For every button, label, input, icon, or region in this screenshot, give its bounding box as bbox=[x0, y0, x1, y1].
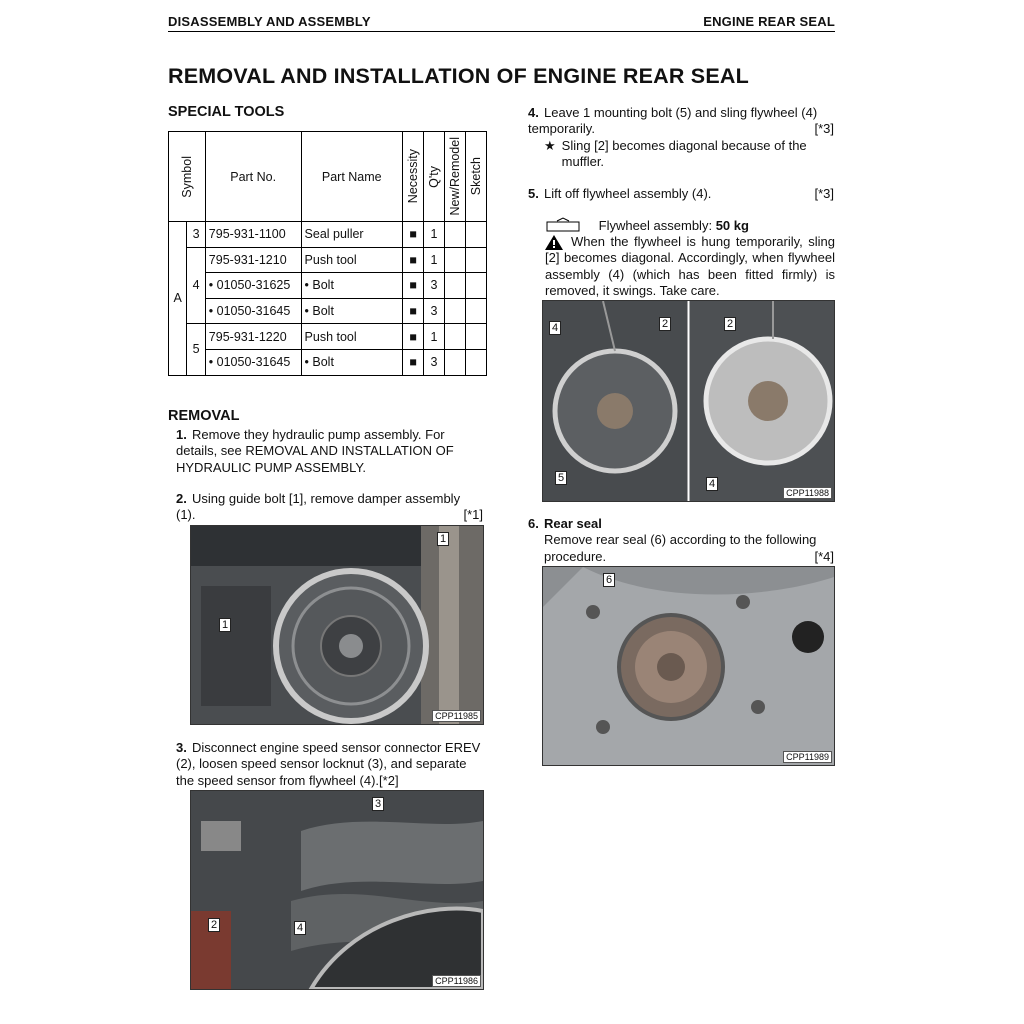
callout-label: 2 bbox=[724, 317, 736, 331]
step-text: Remove rear seal (6) according to the following procedure. bbox=[544, 532, 817, 564]
note-text: Sling [2] becomes diagonal because of the muffler. bbox=[561, 137, 807, 169]
part-name: Push tool bbox=[301, 324, 402, 350]
necessity-mark: ■ bbox=[402, 222, 423, 248]
step-number: 1. bbox=[176, 427, 187, 442]
sub-symbol: 4 bbox=[187, 247, 205, 324]
step-text: Leave 1 mounting bolt (5) and sling flywheel (4) temporarily. bbox=[528, 105, 818, 137]
part-no: • 01050-31645 bbox=[205, 349, 301, 375]
part-name: • Bolt bbox=[301, 298, 402, 324]
photo-speed-sensor bbox=[190, 790, 484, 990]
photo-rear-seal bbox=[542, 566, 835, 766]
photo-flywheel-sling bbox=[542, 300, 835, 502]
qty: 3 bbox=[423, 298, 444, 324]
callout-label: 6 bbox=[603, 573, 615, 587]
callout-label: 3 bbox=[372, 797, 384, 811]
step-number: 6. bbox=[528, 516, 539, 531]
necessity-mark: ■ bbox=[402, 324, 423, 350]
header-right: ENGINE REAR SEAL bbox=[703, 14, 835, 29]
step-number: 3. bbox=[176, 740, 187, 755]
callout-label: 2 bbox=[208, 918, 220, 932]
header-left: DISASSEMBLY AND ASSEMBLY bbox=[168, 14, 371, 29]
table-row bbox=[169, 273, 487, 299]
weight-label: Flywheel assembly: bbox=[598, 218, 713, 233]
qty: 3 bbox=[423, 273, 444, 299]
damper-photo-drawing bbox=[191, 526, 483, 724]
photo-code: CPP11989 bbox=[783, 751, 832, 763]
step-text: Using guide bolt [1], remove damper assembly (1). bbox=[176, 491, 461, 523]
necessity-mark: ■ bbox=[402, 349, 423, 375]
col-part-no: Part No. bbox=[205, 132, 301, 222]
step-text: Lift off flywheel assembly (4). bbox=[544, 186, 712, 201]
photo-code: CPP11985 bbox=[432, 710, 481, 722]
warning-block bbox=[545, 234, 835, 299]
part-name: Seal puller bbox=[301, 222, 402, 248]
step-3 bbox=[176, 740, 483, 789]
special-tools-heading: SPECIAL TOOLS bbox=[168, 104, 285, 120]
step-number: 5. bbox=[528, 186, 539, 201]
step-ref: [*1] bbox=[463, 507, 483, 523]
callout-label: 4 bbox=[706, 477, 718, 491]
table-row bbox=[169, 298, 487, 324]
photo-code: CPP11986 bbox=[432, 975, 481, 987]
sub-symbol: 5 bbox=[187, 324, 205, 375]
qty: 3 bbox=[423, 349, 444, 375]
part-name: • Bolt bbox=[301, 273, 402, 299]
header-divider bbox=[168, 31, 835, 32]
weight-icon bbox=[545, 217, 581, 233]
callout-label: 2 bbox=[659, 317, 671, 331]
sub-symbol: 3 bbox=[187, 222, 205, 248]
step-title: Rear seal bbox=[544, 516, 602, 531]
table-row bbox=[169, 247, 487, 273]
table-row bbox=[169, 324, 487, 350]
col-part-name: Part Name bbox=[301, 132, 402, 222]
part-name: • Bolt bbox=[301, 349, 402, 375]
table-header-row bbox=[169, 132, 487, 222]
step-number: 4. bbox=[528, 105, 539, 120]
part-name: Push tool bbox=[301, 247, 402, 273]
step-2 bbox=[176, 491, 483, 524]
step-ref: [*3] bbox=[814, 121, 834, 137]
callout-label: 1 bbox=[219, 618, 231, 632]
photo-damper-assembly bbox=[190, 525, 484, 725]
part-no: • 01050-31625 bbox=[205, 273, 301, 299]
sensor-photo-drawing bbox=[191, 791, 483, 989]
flywheel-photo-drawing bbox=[543, 301, 834, 501]
part-no: 795-931-1100 bbox=[205, 222, 301, 248]
necessity-mark: ■ bbox=[402, 247, 423, 273]
step-ref: [*4] bbox=[814, 548, 834, 564]
special-tools-table bbox=[168, 131, 487, 376]
step-body bbox=[528, 532, 834, 565]
part-no: 795-931-1210 bbox=[205, 247, 301, 273]
star-icon: ★ bbox=[544, 137, 556, 153]
rear-seal-photo-drawing bbox=[543, 567, 834, 765]
callout-label: 4 bbox=[549, 321, 561, 335]
part-no: • 01050-31645 bbox=[205, 298, 301, 324]
warning-text: When the flywheel is hung temporarily, sling [2] becomes diagonal. Accordingly, when flywheel assembly (4) (which has been fitted firmly) is removed, it swings. Take care. bbox=[545, 234, 835, 298]
step-6 bbox=[528, 516, 834, 565]
callout-label: 4 bbox=[294, 921, 306, 935]
callout-label: 5 bbox=[555, 471, 567, 485]
col-necessity: Necessity bbox=[405, 149, 420, 204]
step-ref: [*2] bbox=[379, 772, 399, 788]
col-new-remodel: New/Remodel bbox=[447, 137, 462, 216]
table-row bbox=[169, 222, 487, 248]
removal-heading: REMOVAL bbox=[168, 408, 240, 424]
step-ref: [*3] bbox=[814, 186, 834, 201]
step-number: 2. bbox=[176, 491, 187, 506]
step-note bbox=[528, 138, 834, 171]
table-row bbox=[169, 349, 487, 375]
col-symbol: Symbol bbox=[179, 155, 194, 198]
necessity-mark: ■ bbox=[402, 273, 423, 299]
step-text: Remove they hydraulic pump assembly. For details, see REMOVAL AND INSTALLATION OF HYDRAULIC PUMP ASSEMBLY. bbox=[176, 427, 454, 475]
qty: 1 bbox=[423, 247, 444, 273]
col-sketch: Sketch bbox=[468, 157, 483, 196]
step-4 bbox=[528, 105, 834, 170]
callout-label: 1 bbox=[437, 532, 449, 546]
symbol-cell: A bbox=[169, 222, 187, 376]
photo-code: CPP11988 bbox=[783, 487, 832, 499]
col-qty: Q'ty bbox=[426, 165, 441, 188]
page-title: REMOVAL AND INSTALLATION OF ENGINE REAR SEAL bbox=[168, 64, 749, 88]
qty: 1 bbox=[423, 222, 444, 248]
step-text: Disconnect engine speed sensor connector EREV (2), loosen speed sensor locknut (3), and separate the speed sensor from flywheel (4). bbox=[176, 740, 481, 788]
qty: 1 bbox=[423, 324, 444, 350]
necessity-mark: ■ bbox=[402, 298, 423, 324]
step-5 bbox=[528, 186, 834, 202]
part-no: 795-931-1220 bbox=[205, 324, 301, 350]
weight-value: 50 kg bbox=[715, 218, 749, 233]
step-1 bbox=[176, 427, 483, 476]
weight-line bbox=[545, 217, 835, 234]
warning-icon bbox=[545, 235, 563, 250]
